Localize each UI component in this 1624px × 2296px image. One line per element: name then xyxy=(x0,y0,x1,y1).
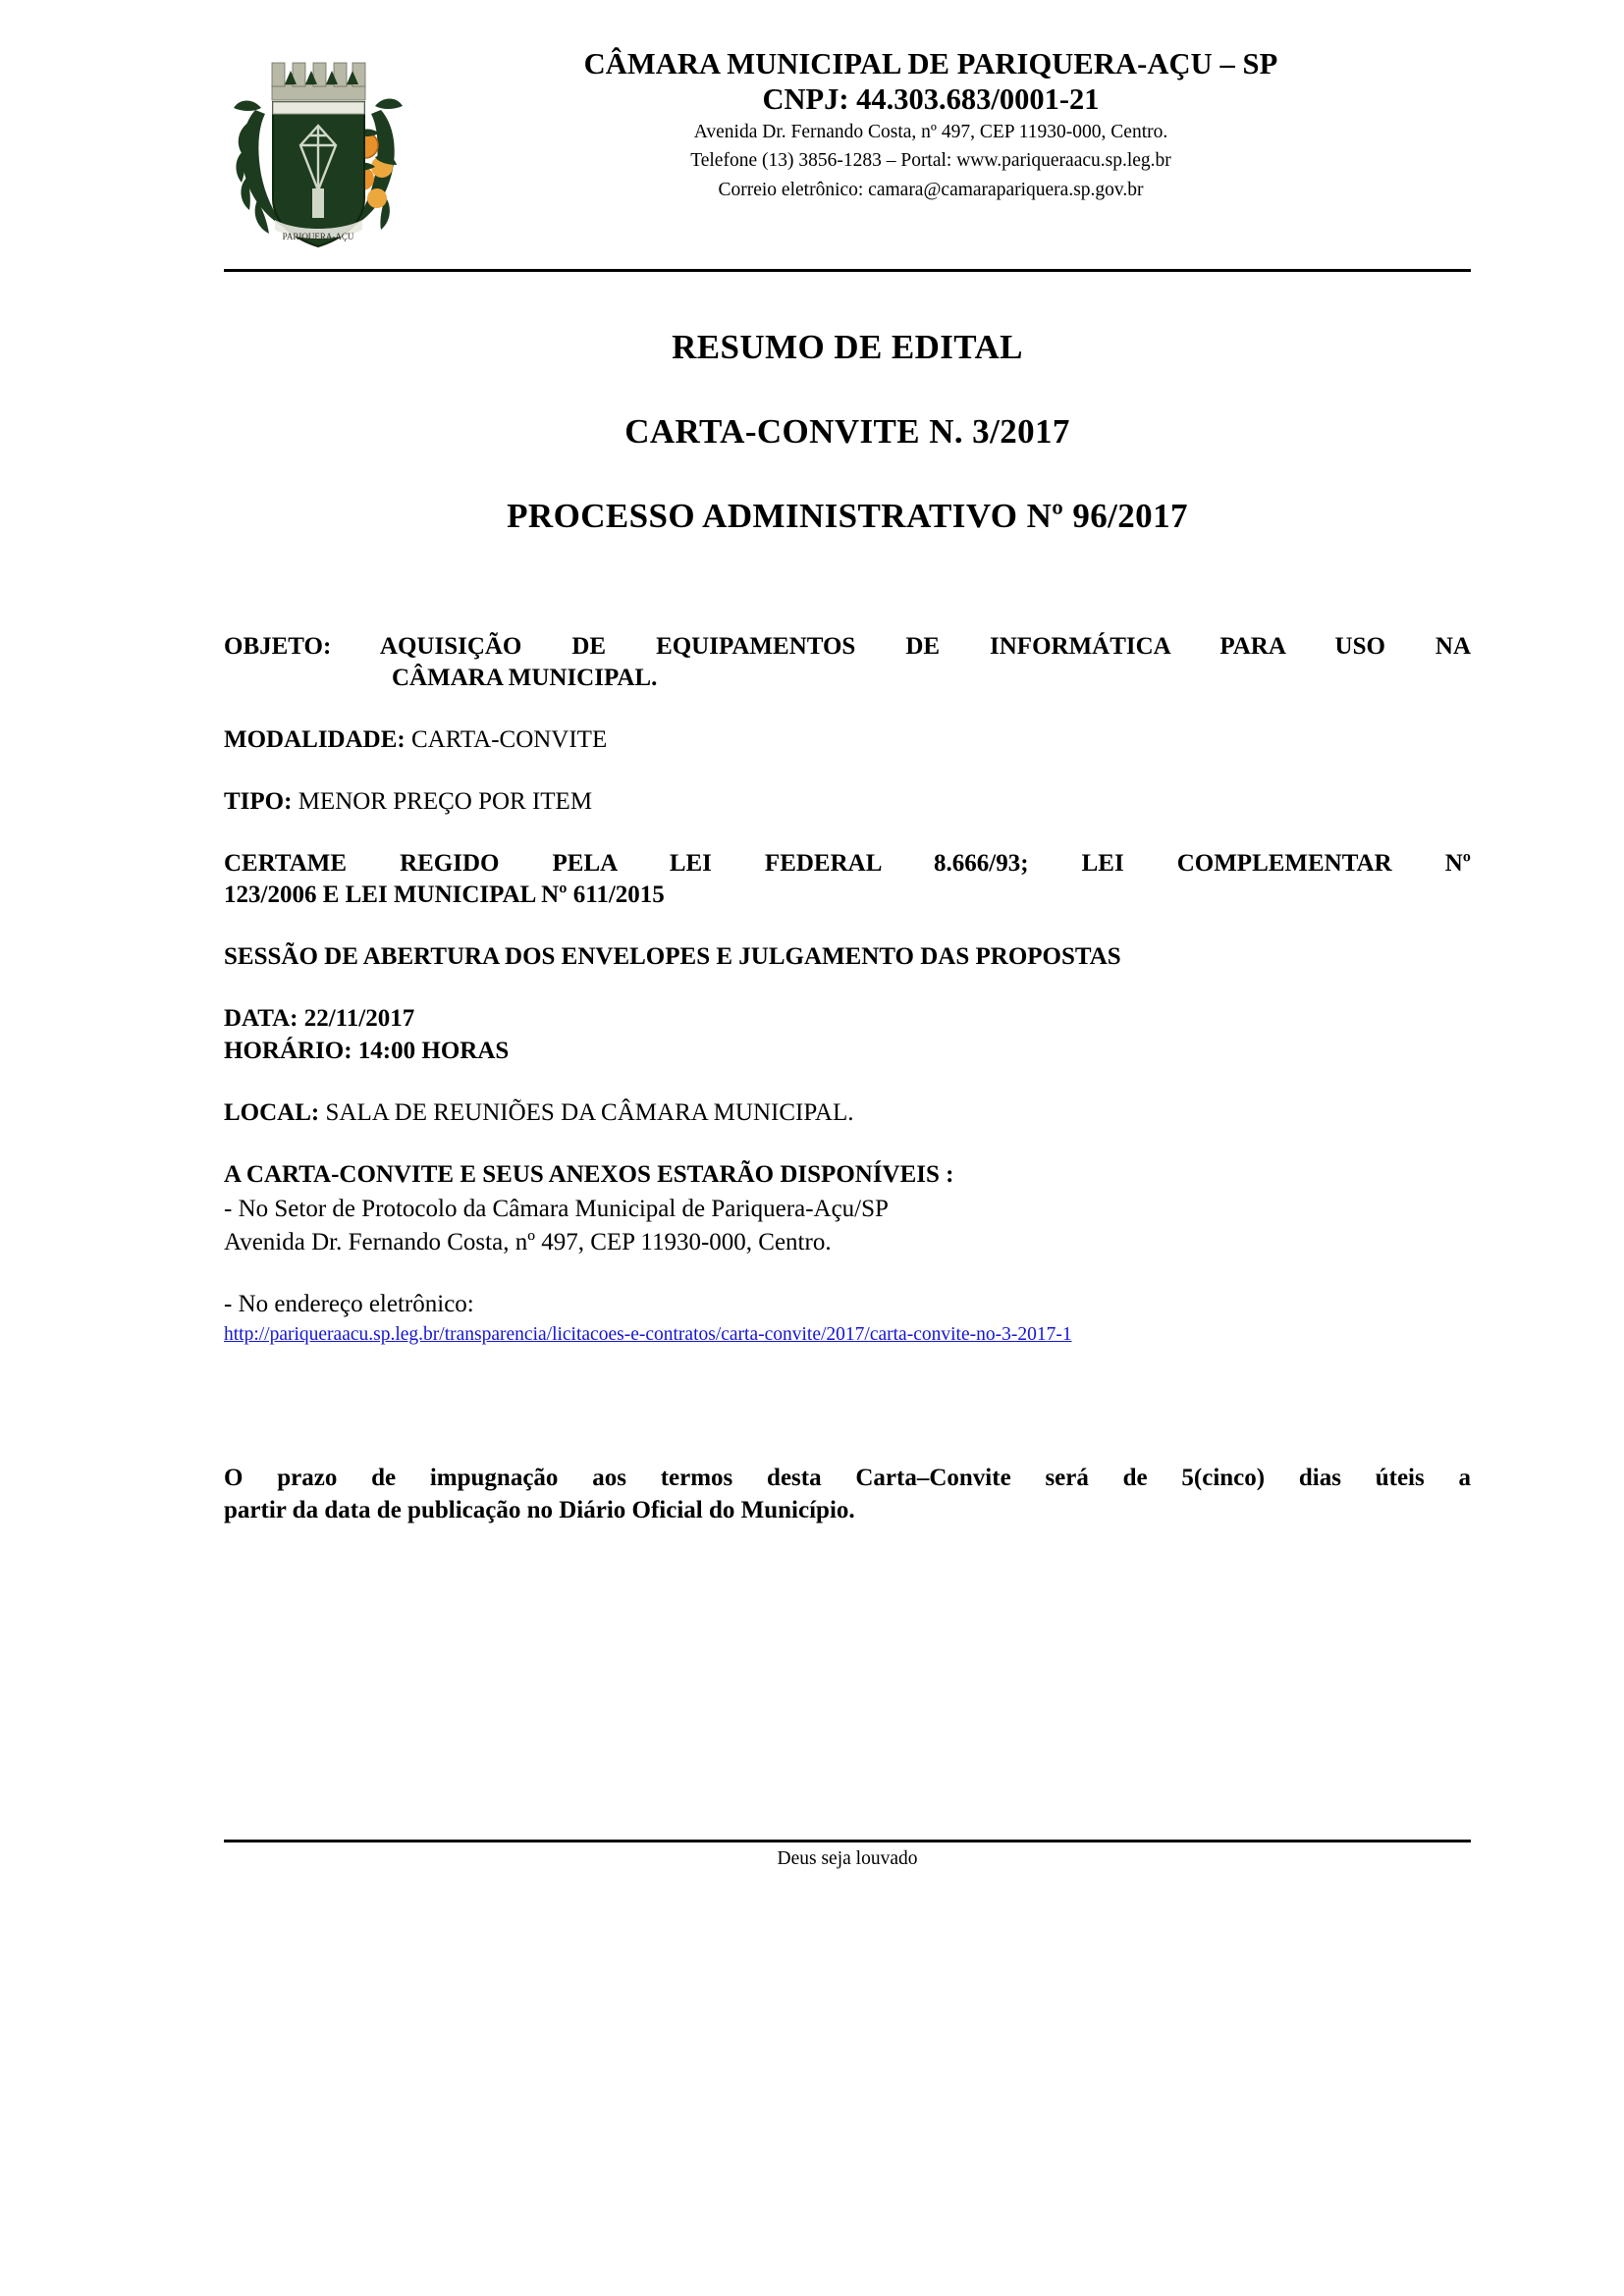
endereco-eletronico-label: - No endereço eletrônico: xyxy=(224,1290,474,1317)
section-prazo-impugnacao xyxy=(224,1463,1471,1526)
letterhead xyxy=(224,0,1471,255)
section-tipo xyxy=(224,786,1471,818)
objeto-label: OBJETO: xyxy=(224,633,332,660)
certame-line-two: 123/2006 E LEI MUNICIPAL Nº 611/2015 xyxy=(224,881,665,908)
section-data-horario xyxy=(224,1003,1471,1067)
document-body xyxy=(224,631,1471,1526)
document-title: RESUMO DE EDITAL xyxy=(672,328,1023,366)
organization-cnpj: CNPJ: 44.303.683/0001-21 xyxy=(762,81,1100,116)
svg-text:PARIQUERA-AÇU: PARIQUERA-AÇU xyxy=(282,232,354,241)
section-local xyxy=(224,1097,1471,1129)
section-objeto xyxy=(224,631,1471,694)
section-certame xyxy=(224,848,1471,911)
section-sessao: SESSÃO DE ABERTURA DOS ENVELOPES E JULGAMENTO DAS PROPOSTAS xyxy=(224,943,1121,970)
modalidade-label: MODALIDADE: xyxy=(224,726,406,753)
local-label: LOCAL: xyxy=(224,1099,320,1126)
document-content xyxy=(224,0,1471,1526)
organization-email: Correio eletrônico: camara@camarapariquera.sp.gov.br xyxy=(718,179,1144,200)
organization-address: Avenida Dr. Fernando Costa, nº 497, CEP 11930-000, Centro. xyxy=(693,121,1168,142)
objeto-text-line1: AQUISIÇÃO DE EQUIPAMENTOS DE INFORMÁTICA PARA USO NA xyxy=(379,633,1472,660)
section-disponiveis-heading: A CARTA-CONVITE E SEUS ANEXOS ESTARÃO DISPONÍVEIS : xyxy=(224,1161,954,1188)
coat-of-arms-icon xyxy=(228,51,409,252)
edital-url-link[interactable]: http://pariqueraacu.sp.leg.br/transparencia/licitacoes-e-contratos/carta-convite/2017/carta-convite-no-3-2017-1 xyxy=(224,1324,1072,1345)
prazo-line-two: partir da data de publicação no Diário Oficial do Município. xyxy=(224,1496,855,1523)
section-modalidade xyxy=(224,724,1471,756)
local-value: SALA DE REUNIÕES DA CÂMARA MUNICIPAL. xyxy=(325,1099,854,1126)
footer-motto: Deus seja louvado xyxy=(777,1848,918,1869)
title-block xyxy=(224,327,1471,537)
header-divider xyxy=(224,269,1471,272)
footer-divider xyxy=(224,1840,1471,1842)
disponiveis-line-one: - No Setor de Protocolo da Câmara Municipal de Pariquera-Açu/SP xyxy=(224,1195,889,1222)
organization-block xyxy=(224,47,1471,203)
objeto-line-one xyxy=(224,631,1471,663)
tipo-value: MENOR PREÇO POR ITEM xyxy=(298,788,593,815)
certame-line-one: CERTAME REGIDO PELA LEI FEDERAL 8.666/93; LEI COMPLEMENTAR Nº xyxy=(224,850,1471,877)
document-subtitle-carta-convite: CARTA-CONVITE N. 3/2017 xyxy=(624,412,1070,451)
disponiveis-line-two: Avenida Dr. Fernando Costa, nº 497, CEP 11930-000, Centro. xyxy=(224,1229,832,1255)
tipo-label: TIPO: xyxy=(224,788,293,815)
page-footer xyxy=(224,1840,1471,1870)
objeto-text-line2: CÂMARA MUNICIPAL. xyxy=(392,665,658,691)
horario-line: HORÁRIO: 14:00 HORAS xyxy=(224,1037,510,1064)
prazo-line-one: O prazo de impugnação aos termos desta Carta–Convite será de 5(cinco) dias úteis a xyxy=(224,1465,1471,1492)
data-line: DATA: 22/11/2017 xyxy=(224,1005,415,1032)
organization-name: CÂMARA MUNICIPAL DE PARIQUERA-AÇU – SP xyxy=(583,47,1278,80)
document-subtitle-processo: PROCESSO ADMINISTRATIVO Nº 96/2017 xyxy=(507,497,1188,535)
organization-phone-portal: Telefone (13) 3856-1283 – Portal: www.pariqueraacu.sp.leg.br xyxy=(690,150,1171,172)
modalidade-value: CARTA-CONVITE xyxy=(410,726,608,753)
